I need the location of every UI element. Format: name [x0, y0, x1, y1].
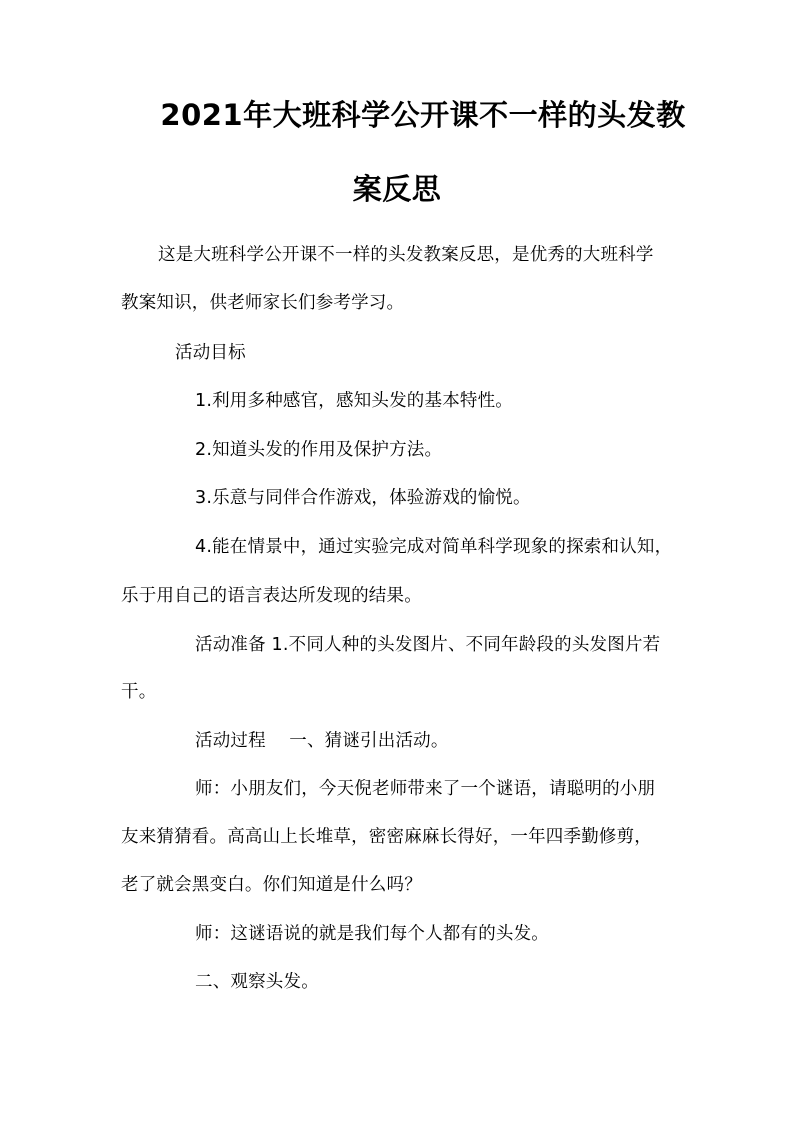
goal-item-4-line-2: 乐于用自己的语言表达所发现的结果。	[121, 586, 422, 606]
document-title-line-1: 2021年大班科学公开课不一样的头发教	[160, 98, 686, 132]
goal-item-3: 3.乐意与同伴合作游戏，体验游戏的愉悦。	[195, 488, 531, 508]
intro-paragraph-line-2: 教案知识，供老师家长们参考学习。	[121, 293, 405, 313]
goal-item-4-line-1: 4.能在情景中，通过实验完成对简单科学现象的探索和认知，	[195, 537, 673, 557]
preparation-line-1: 活动准备 1.不同人种的头发图片、不同年龄段的头发图片若	[195, 635, 661, 655]
teacher-riddle-line-1: 师：小朋友们，今天倪老师带来了一个谜语，请聪明的小朋	[195, 779, 656, 799]
teacher-answer: 师：这谜语说的就是我们每个人都有的头发。	[195, 924, 549, 944]
section-heading-goals: 活动目标	[175, 343, 246, 363]
goal-item-2: 2.知道头发的作用及保护方法。	[195, 440, 443, 460]
section-observe-hair: 二、观察头发。	[195, 972, 319, 992]
process-heading: 活动过程 一、猜谜引出活动。	[195, 731, 449, 751]
goal-item-1: 1.利用多种感官，感知头发的基本特性。	[195, 391, 513, 411]
intro-paragraph-line-1: 这是大班科学公开课不一样的头发教案反思，是优秀的大班科学	[158, 245, 654, 265]
preparation-line-2: 干。	[121, 682, 157, 702]
teacher-riddle-line-2: 友来猜猜看。高高山上长堆草，密密麻麻长得好，一年四季勤修剪，	[121, 827, 652, 847]
document-title-line-2: 案反思	[352, 172, 442, 206]
teacher-riddle-line-3: 老了就会黑变白。你们知道是什么吗？	[121, 875, 422, 895]
